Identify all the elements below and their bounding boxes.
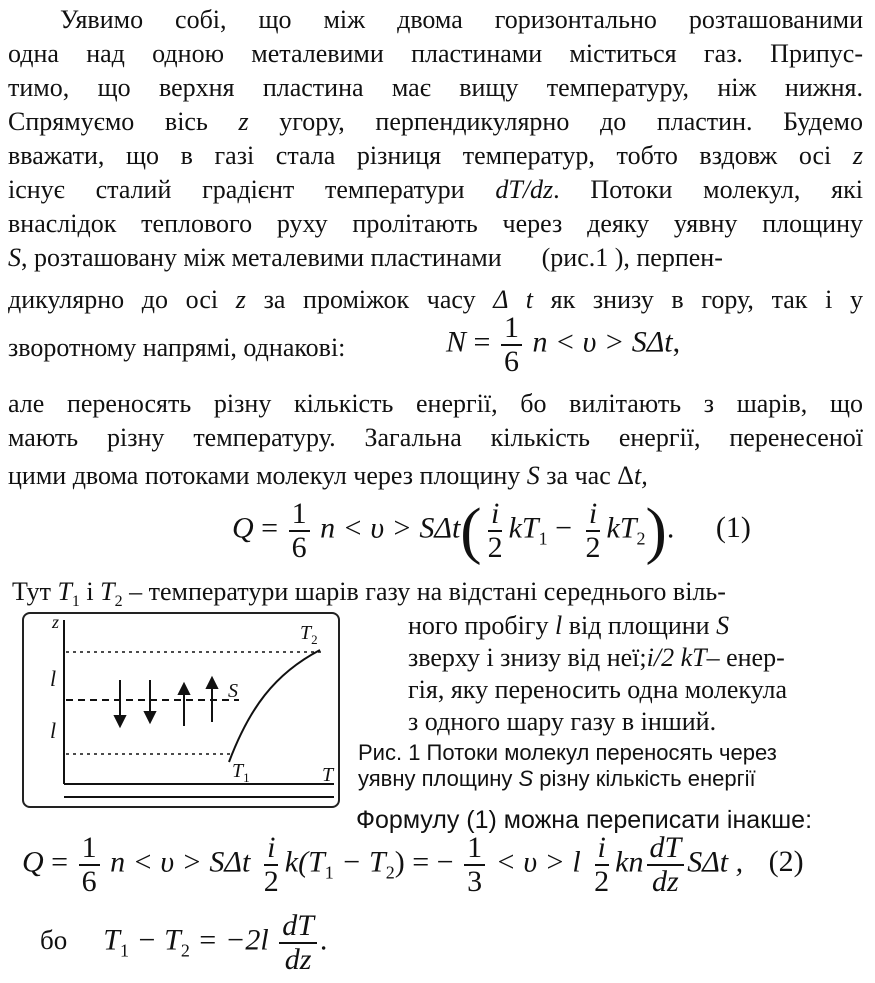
para1-line5: вважати, що в газі стала різниця температур, тобто вздовж осі z [8, 141, 863, 170]
s-label: S [228, 680, 238, 702]
t1-label: $T_1$ [232, 760, 250, 785]
para3-wrap2: зверху і знизу від неї;i/2 kT– енер- [408, 643, 785, 672]
figure-1-diagram [24, 614, 338, 806]
equation-n: N = $\frac{1}{6}$ n < υ > SΔt, [446, 311, 681, 378]
para2-line3: цими двома потоками молекул через площину S за час Δt, [8, 461, 648, 490]
para1-line2: одна над одною металевими пластинами міститься газ. Припус- [8, 39, 863, 68]
para3-wrap3: гія, яку переносить одна молекула [408, 675, 787, 704]
para3-wrap1: ного пробігу l від площини S [408, 611, 730, 640]
para1-line3: тимо, що верхня пластина має вищу температуру, ніж нижня. [8, 73, 863, 102]
l-upper-label: l [50, 666, 57, 691]
para1-line8: S, розташовану між металевими пластинами (рис.1 ), перпен- [8, 243, 723, 272]
temperature-curve [229, 650, 320, 762]
figure-caption-line2: уявну площину S різну кількість енергії [358, 766, 756, 791]
equation-2: Q = $\frac{1}{6}$ n < υ > SΔt $\frac{i}{2}$ $k(T_1 - T_2)$ = − $\frac{1}{3}$ < υ > l $\frac{i}{2}$ kn $\frac{dT}{dz}$ SΔt , (2) [22, 831, 804, 898]
figure-caption-line1: Рис. 1 Потоки молекул переносять через [358, 740, 777, 765]
para2-line2: мають різну температуру. Загальна кількість енергії, перенесеної [8, 423, 863, 452]
z-axis-label: z [52, 612, 60, 632]
equation-1: Q = $\frac{1}{6}$ n < υ > SΔt( $\frac{i}{2}$ $kT_1$ − $\frac{i}{2}$ $kT_2$). (1) [232, 494, 751, 566]
equation-3: бо $T_1 - T_2 = -2l$ $\frac{dT}{dz}$ . [40, 909, 328, 976]
t-axis-label: T [322, 764, 334, 786]
para1-line10: зворотному напрямі, однакові: [8, 333, 346, 362]
para2-line1: але переносять різну кількість енергії, бо вилітають з шарів, що [8, 389, 863, 418]
para1-line1: Уявимо собі, що між двома горизонтально розташованими [60, 5, 863, 34]
para4-line1: Формулу (1) можна переписати інакше: [356, 806, 813, 834]
figure-1 [22, 612, 340, 808]
l-lower-label: l [50, 718, 57, 743]
para1-line9: дикулярно до осі z за проміжок часу Δ t як знизу в гору, так і у [8, 285, 863, 314]
para1-line6: існує сталий градієнт температури dT/dz. Потоки молекул, які [8, 175, 863, 204]
para3-line1: Тут $T_1$ і $T_2$ – температури шарів газу на відстані середнього віль- [12, 577, 726, 611]
flux-arrows [115, 678, 217, 726]
t2-label: $T_2$ [300, 622, 318, 647]
para1-line4: Спрямуємо вісь z угору, перпендикулярно до пластин. Будемо [8, 107, 863, 136]
para3-wrap4: з одного шару газу в інший. [408, 707, 717, 736]
para1-line7: внаслідок теплового руху пролітають через деяку уявну площину [8, 209, 863, 238]
